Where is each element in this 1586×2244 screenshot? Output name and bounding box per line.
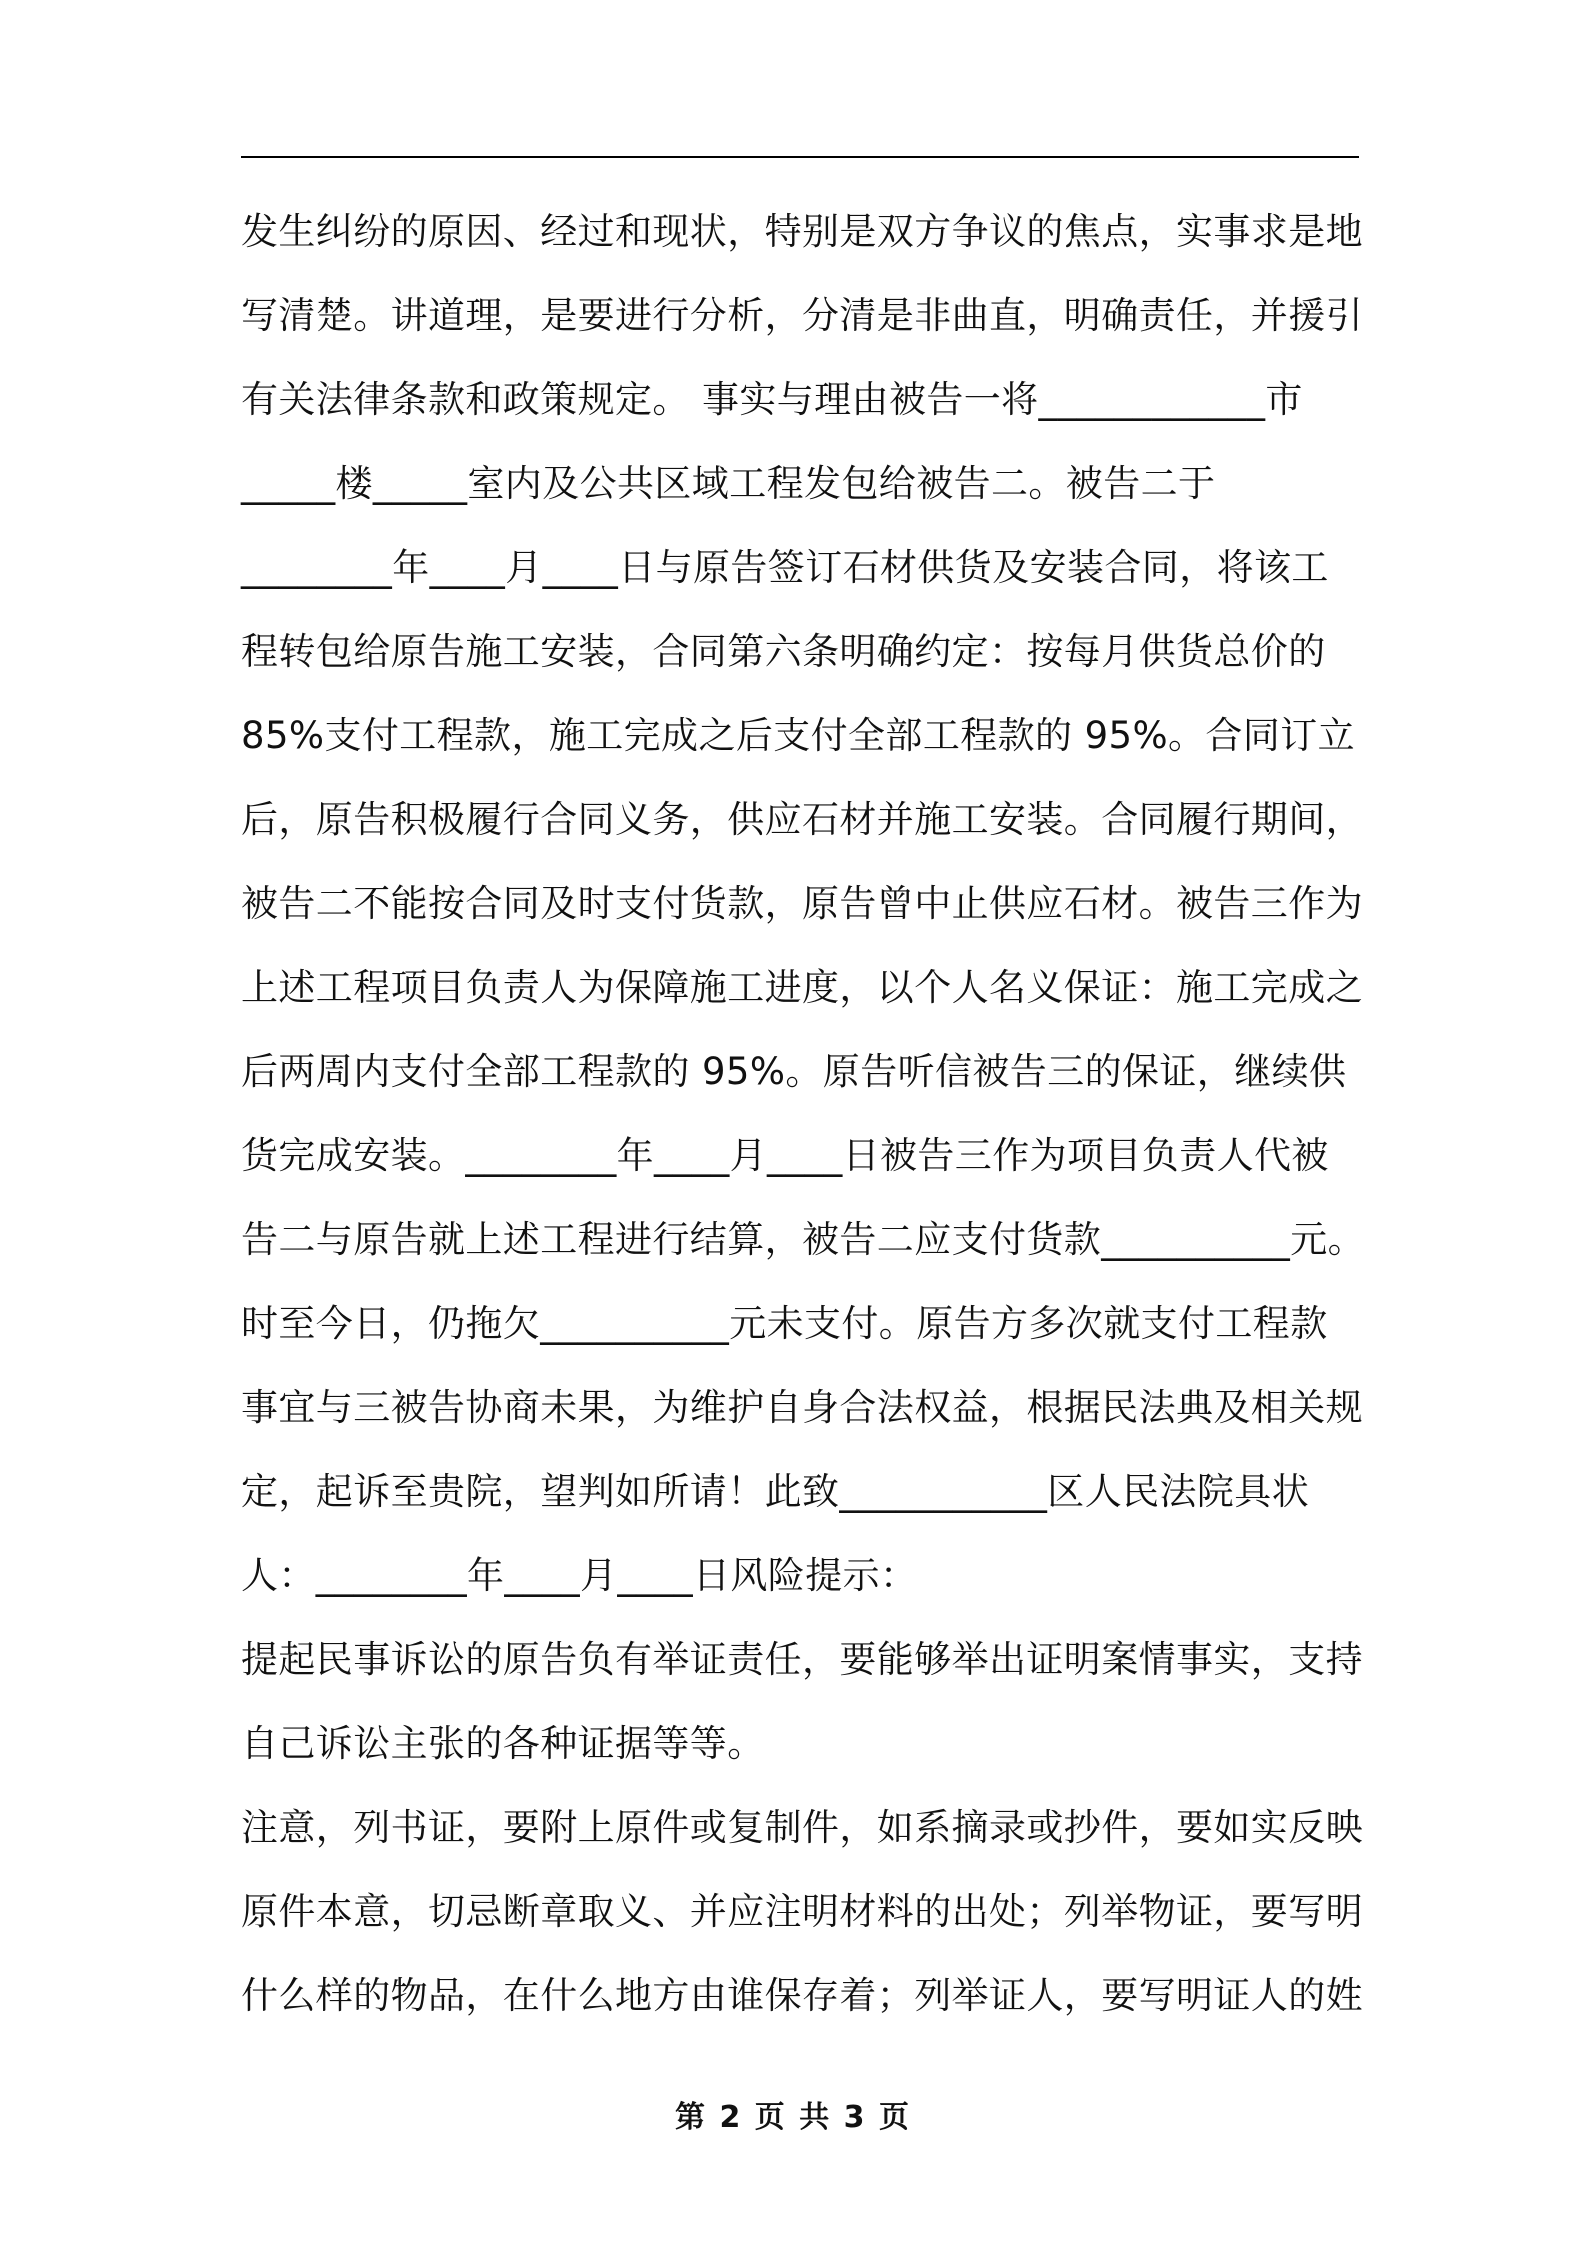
text-line: 时至今日，仍拖欠__________元未支付。原告方多次就支付工程款 [241, 1302, 1328, 1345]
text-line: 事宜与三被告协商未果，为维护自身合法权益，根据民法典及相关规 [241, 1386, 1363, 1429]
text-line: 定，起诉至贵院，望判如所请！此致___________区人民法院具状 [241, 1470, 1310, 1513]
text-line: 写清楚。讲道理，是要进行分析，分清是非曲直，明确责任，并援引 [241, 294, 1363, 337]
text-line: 告二与原告就上述工程进行结算，被告二应支付货款__________元。 [241, 1218, 1365, 1261]
document-body [241, 190, 1365, 2038]
text-line: 注意，列书证，要附上原件或复制件，如系摘录或抄件，要如实反映 [241, 1806, 1363, 1849]
text-line: 什么样的物品，在什么地方由谁保存着；列举证人，要写明证人的姓 [241, 1974, 1363, 2017]
text-line: ________年____月____日与原告签订石材供货及安装合同，将该工 [241, 546, 1329, 589]
text-line: 提起民事诉讼的原告负有举证责任，要能够举出证明案情事实，支持 [241, 1638, 1363, 1681]
text-line: 自己诉讼主张的各种证据等等。 [241, 1722, 765, 1765]
text-line: 后，原告积极履行合同义务，供应石材并施工安装。合同履行期间， [241, 798, 1363, 841]
text-line: 人：________年____月____日风险提示： [241, 1554, 918, 1597]
text-line: _____楼_____室内及公共区域工程发包给被告二。被告二于 [241, 462, 1216, 505]
text-line: 货完成安装。________年____月____日被告三作为项目负责人代被 [241, 1134, 1329, 1177]
header-rule [241, 156, 1359, 158]
text-line: 85%支付工程款，施工完成之后支付全部工程款的 95%。合同订立 [241, 714, 1356, 757]
text-line: 上述工程项目负责人为保障施工进度，以个人名义保证：施工完成之 [241, 966, 1363, 1009]
page-number: 第 2 页 共 3 页 [675, 2100, 911, 2135]
text-line: 发生纠纷的原因、经过和现状，特别是双方争议的焦点，实事求是地 [241, 210, 1363, 253]
text-line: 后两周内支付全部工程款的 95%。原告听信被告三的保证，继续供 [241, 1050, 1347, 1093]
text-line: 有关法律条款和政策规定。 事实与理由被告一将____________市 [241, 378, 1303, 421]
text-line: 程转包给原告施工安装，合同第六条明确约定：按每月供货总价的 [241, 630, 1326, 673]
text-line: 被告二不能按合同及时支付货款，原告曾中止供应石材。被告三作为 [241, 882, 1363, 925]
text-line: 原件本意，切忌断章取义、并应注明材料的出处；列举物证，要写明 [241, 1890, 1363, 1933]
